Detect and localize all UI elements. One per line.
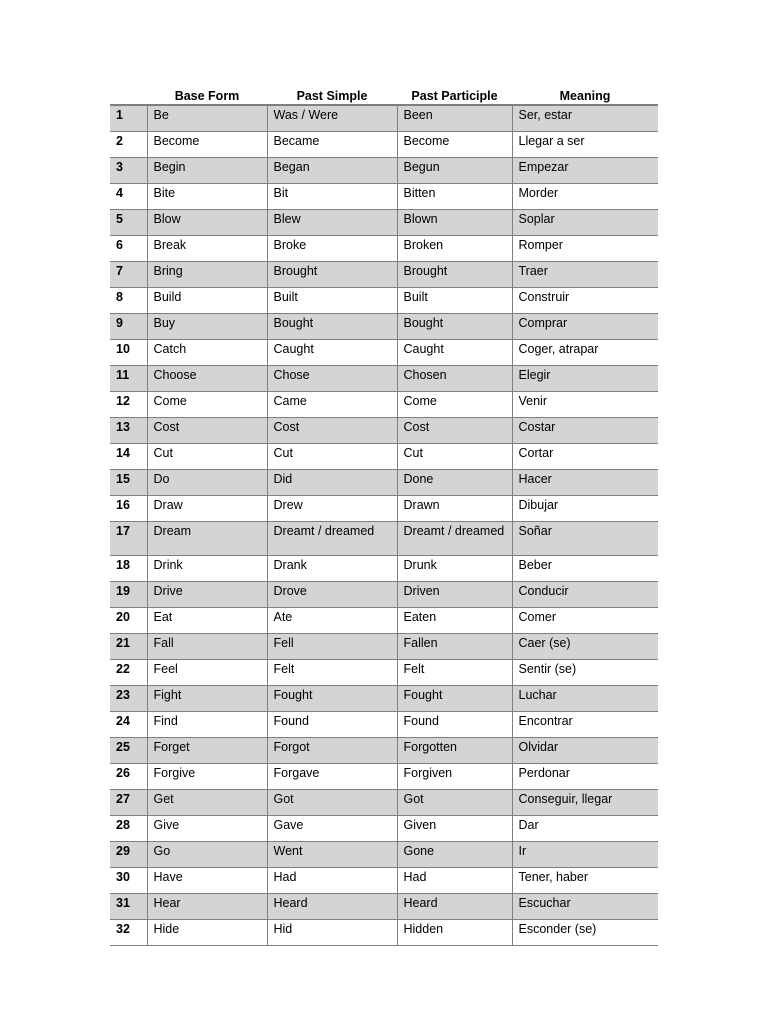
cell-base-form: Catch xyxy=(147,340,267,366)
cell-meaning: Beber xyxy=(512,556,658,582)
cell-meaning: Comer xyxy=(512,608,658,634)
cell-base-form: Give xyxy=(147,816,267,842)
table-row xyxy=(110,132,658,158)
cell-base-form: Find xyxy=(147,712,267,738)
header-past-simple: Past Simple xyxy=(267,83,397,105)
cell-row-number: 1 xyxy=(110,105,147,132)
cell-past-simple: Got xyxy=(267,790,397,816)
table-row xyxy=(110,894,658,920)
cell-row-number: 19 xyxy=(110,582,147,608)
cell-base-form: Hear xyxy=(147,894,267,920)
cell-past-simple: Came xyxy=(267,392,397,418)
table-row xyxy=(110,522,658,556)
cell-row-number: 4 xyxy=(110,184,147,210)
cell-row-number: 21 xyxy=(110,634,147,660)
table-row xyxy=(110,314,658,340)
cell-row-number: 23 xyxy=(110,686,147,712)
cell-past-simple: Forgave xyxy=(267,764,397,790)
cell-row-number: 9 xyxy=(110,314,147,340)
cell-past-participle: Cut xyxy=(397,444,512,470)
cell-row-number: 15 xyxy=(110,470,147,496)
cell-base-form: Fall xyxy=(147,634,267,660)
table-row xyxy=(110,608,658,634)
cell-base-form: Drive xyxy=(147,582,267,608)
cell-past-participle: Bitten xyxy=(397,184,512,210)
cell-meaning: Sentir (se) xyxy=(512,660,658,686)
cell-past-participle: Driven xyxy=(397,582,512,608)
cell-past-simple: Dreamt / dreamed xyxy=(267,522,397,556)
cell-row-number: 11 xyxy=(110,366,147,392)
cell-row-number: 2 xyxy=(110,132,147,158)
table-row xyxy=(110,340,658,366)
cell-past-participle: Felt xyxy=(397,660,512,686)
table-row xyxy=(110,582,658,608)
cell-meaning: Olvidar xyxy=(512,738,658,764)
cell-past-simple: Built xyxy=(267,288,397,314)
cell-past-participle: Become xyxy=(397,132,512,158)
cell-row-number: 14 xyxy=(110,444,147,470)
cell-past-participle: Blown xyxy=(397,210,512,236)
table-body xyxy=(110,105,658,946)
cell-base-form: Cut xyxy=(147,444,267,470)
cell-meaning: Ir xyxy=(512,842,658,868)
header-row xyxy=(110,83,658,105)
cell-past-participle: Fallen xyxy=(397,634,512,660)
cell-past-simple: Ate xyxy=(267,608,397,634)
cell-past-simple: Had xyxy=(267,868,397,894)
cell-past-participle: Been xyxy=(397,105,512,132)
cell-base-form: Come xyxy=(147,392,267,418)
cell-base-form: Buy xyxy=(147,314,267,340)
cell-base-form: Drink xyxy=(147,556,267,582)
cell-row-number: 29 xyxy=(110,842,147,868)
cell-meaning: Elegir xyxy=(512,366,658,392)
table-row xyxy=(110,444,658,470)
cell-past-simple: Fought xyxy=(267,686,397,712)
table-row xyxy=(110,764,658,790)
cell-base-form: Get xyxy=(147,790,267,816)
cell-past-simple: Found xyxy=(267,712,397,738)
table-row xyxy=(110,556,658,582)
table-row xyxy=(110,262,658,288)
cell-row-number: 17 xyxy=(110,522,147,556)
cell-base-form: Bring xyxy=(147,262,267,288)
table-row xyxy=(110,288,658,314)
cell-past-simple: Heard xyxy=(267,894,397,920)
cell-meaning: Encontrar xyxy=(512,712,658,738)
cell-row-number: 22 xyxy=(110,660,147,686)
cell-past-simple: Cut xyxy=(267,444,397,470)
cell-past-simple: Blew xyxy=(267,210,397,236)
table-row xyxy=(110,496,658,522)
table-row xyxy=(110,634,658,660)
cell-meaning: Venir xyxy=(512,392,658,418)
cell-past-participle: Hidden xyxy=(397,920,512,946)
cell-base-form: Forgive xyxy=(147,764,267,790)
cell-base-form: Build xyxy=(147,288,267,314)
cell-meaning: Cortar xyxy=(512,444,658,470)
cell-past-simple: Drew xyxy=(267,496,397,522)
cell-base-form: Forget xyxy=(147,738,267,764)
table-row xyxy=(110,418,658,444)
cell-base-form: Eat xyxy=(147,608,267,634)
cell-base-form: Fight xyxy=(147,686,267,712)
cell-past-simple: Bit xyxy=(267,184,397,210)
cell-past-simple: Forgot xyxy=(267,738,397,764)
cell-meaning: Caer (se) xyxy=(512,634,658,660)
table-row xyxy=(110,184,658,210)
cell-past-participle: Chosen xyxy=(397,366,512,392)
cell-past-participle: Bought xyxy=(397,314,512,340)
cell-base-form: Have xyxy=(147,868,267,894)
cell-past-simple: Cost xyxy=(267,418,397,444)
cell-meaning: Construir xyxy=(512,288,658,314)
cell-row-number: 10 xyxy=(110,340,147,366)
cell-row-number: 3 xyxy=(110,158,147,184)
cell-base-form: Do xyxy=(147,470,267,496)
cell-meaning: Perdonar xyxy=(512,764,658,790)
table-row xyxy=(110,660,658,686)
cell-past-simple: Caught xyxy=(267,340,397,366)
cell-row-number: 13 xyxy=(110,418,147,444)
table-row xyxy=(110,366,658,392)
cell-past-simple: Bought xyxy=(267,314,397,340)
cell-base-form: Go xyxy=(147,842,267,868)
table-row xyxy=(110,105,658,132)
cell-row-number: 31 xyxy=(110,894,147,920)
cell-meaning: Coger, atrapar xyxy=(512,340,658,366)
cell-meaning: Conseguir, llegar xyxy=(512,790,658,816)
table-row xyxy=(110,712,658,738)
cell-base-form: Hide xyxy=(147,920,267,946)
cell-past-participle: Come xyxy=(397,392,512,418)
cell-meaning: Comprar xyxy=(512,314,658,340)
cell-past-participle: Given xyxy=(397,816,512,842)
cell-meaning: Ser, estar xyxy=(512,105,658,132)
cell-base-form: Blow xyxy=(147,210,267,236)
table-row xyxy=(110,236,658,262)
cell-past-participle: Fought xyxy=(397,686,512,712)
header-meaning: Meaning xyxy=(512,83,658,105)
cell-meaning: Conducir xyxy=(512,582,658,608)
cell-past-simple: Gave xyxy=(267,816,397,842)
cell-past-participle: Cost xyxy=(397,418,512,444)
cell-past-participle: Done xyxy=(397,470,512,496)
header-base-form: Base Form xyxy=(147,83,267,105)
cell-past-participle: Drunk xyxy=(397,556,512,582)
table-row xyxy=(110,816,658,842)
cell-row-number: 28 xyxy=(110,816,147,842)
cell-row-number: 25 xyxy=(110,738,147,764)
cell-meaning: Llegar a ser xyxy=(512,132,658,158)
cell-past-simple: Hid xyxy=(267,920,397,946)
cell-past-simple: Went xyxy=(267,842,397,868)
cell-past-participle: Broken xyxy=(397,236,512,262)
cell-past-simple: Felt xyxy=(267,660,397,686)
cell-past-participle: Drawn xyxy=(397,496,512,522)
cell-past-participle: Had xyxy=(397,868,512,894)
cell-meaning: Morder xyxy=(512,184,658,210)
table-row xyxy=(110,158,658,184)
cell-past-simple: Did xyxy=(267,470,397,496)
cell-past-simple: Broke xyxy=(267,236,397,262)
table-row xyxy=(110,686,658,712)
cell-row-number: 7 xyxy=(110,262,147,288)
cell-meaning: Dar xyxy=(512,816,658,842)
cell-past-simple: Began xyxy=(267,158,397,184)
cell-meaning: Dibujar xyxy=(512,496,658,522)
cell-meaning: Esconder (se) xyxy=(512,920,658,946)
cell-base-form: Become xyxy=(147,132,267,158)
cell-base-form: Dream xyxy=(147,522,267,556)
cell-past-simple: Brought xyxy=(267,262,397,288)
cell-past-participle: Brought xyxy=(397,262,512,288)
cell-past-simple: Chose xyxy=(267,366,397,392)
cell-past-participle: Got xyxy=(397,790,512,816)
cell-base-form: Be xyxy=(147,105,267,132)
header-number xyxy=(110,83,147,105)
cell-meaning: Hacer xyxy=(512,470,658,496)
cell-meaning: Luchar xyxy=(512,686,658,712)
cell-past-simple: Became xyxy=(267,132,397,158)
cell-base-form: Begin xyxy=(147,158,267,184)
cell-past-simple: Fell xyxy=(267,634,397,660)
cell-base-form: Bite xyxy=(147,184,267,210)
table-row xyxy=(110,868,658,894)
cell-past-participle: Forgotten xyxy=(397,738,512,764)
table-row xyxy=(110,738,658,764)
cell-meaning: Escuchar xyxy=(512,894,658,920)
cell-base-form: Choose xyxy=(147,366,267,392)
cell-meaning: Romper xyxy=(512,236,658,262)
cell-row-number: 6 xyxy=(110,236,147,262)
cell-row-number: 24 xyxy=(110,712,147,738)
cell-past-simple: Drove xyxy=(267,582,397,608)
cell-base-form: Cost xyxy=(147,418,267,444)
cell-base-form: Feel xyxy=(147,660,267,686)
cell-meaning: Costar xyxy=(512,418,658,444)
cell-past-participle: Gone xyxy=(397,842,512,868)
cell-meaning: Soñar xyxy=(512,522,658,556)
cell-past-participle: Begun xyxy=(397,158,512,184)
cell-past-simple: Was / Were xyxy=(267,105,397,132)
cell-row-number: 5 xyxy=(110,210,147,236)
cell-past-participle: Forgiven xyxy=(397,764,512,790)
cell-row-number: 32 xyxy=(110,920,147,946)
table-row xyxy=(110,210,658,236)
cell-past-participle: Heard xyxy=(397,894,512,920)
table-row xyxy=(110,392,658,418)
cell-row-number: 30 xyxy=(110,868,147,894)
cell-past-participle: Built xyxy=(397,288,512,314)
cell-past-participle: Dreamt / dreamed xyxy=(397,522,512,556)
table-row xyxy=(110,920,658,946)
table-row xyxy=(110,842,658,868)
cell-base-form: Draw xyxy=(147,496,267,522)
cell-meaning: Empezar xyxy=(512,158,658,184)
cell-row-number: 20 xyxy=(110,608,147,634)
table-row xyxy=(110,790,658,816)
cell-meaning: Traer xyxy=(512,262,658,288)
header-past-participle: Past Participle xyxy=(397,83,512,105)
cell-row-number: 12 xyxy=(110,392,147,418)
cell-row-number: 27 xyxy=(110,790,147,816)
cell-past-participle: Caught xyxy=(397,340,512,366)
cell-row-number: 8 xyxy=(110,288,147,314)
cell-row-number: 18 xyxy=(110,556,147,582)
table-row xyxy=(110,470,658,496)
cell-meaning: Tener, haber xyxy=(512,868,658,894)
cell-past-simple: Drank xyxy=(267,556,397,582)
cell-past-participle: Eaten xyxy=(397,608,512,634)
cell-row-number: 16 xyxy=(110,496,147,522)
cell-row-number: 26 xyxy=(110,764,147,790)
cell-past-participle: Found xyxy=(397,712,512,738)
cell-meaning: Soplar xyxy=(512,210,658,236)
irregular-verbs-table xyxy=(110,83,658,946)
table-header xyxy=(110,83,658,105)
cell-base-form: Break xyxy=(147,236,267,262)
